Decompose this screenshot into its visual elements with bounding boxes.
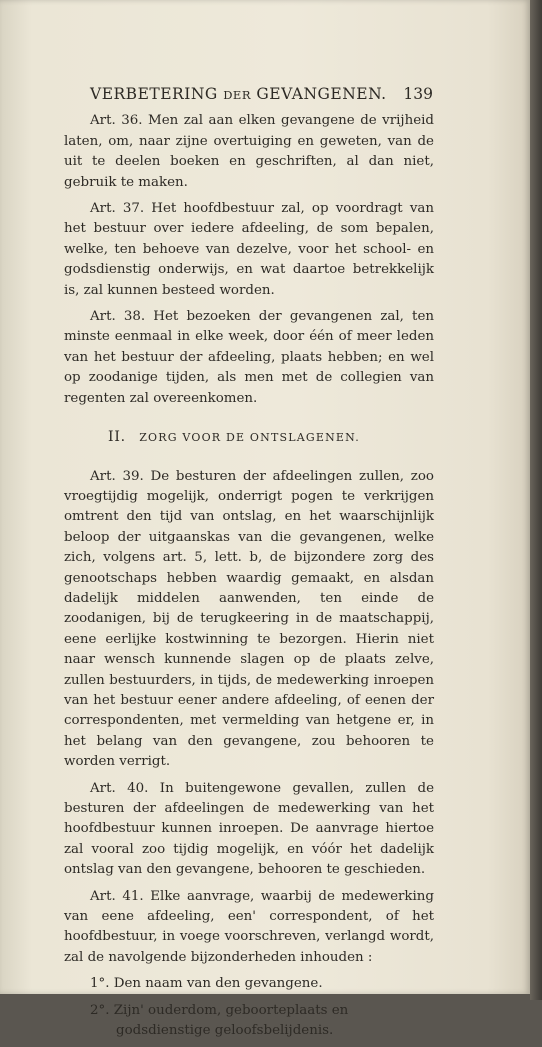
list-item-1 xyxy=(90,974,434,994)
list-item-1-text: Den naam van den gevangene. xyxy=(113,976,323,992)
section-title: ZORG VOOR DE ONTSLAGENEN. xyxy=(139,431,360,445)
article-37: Art. 37. Het hoofdbestuur zal, op voordragt van het bestuur over iedere afdeeling, de som bepalen, welke, ten behoeve van dezelve, voor het school- en godsdienstig onderwijs, en wat daartoe betrekkelijk is, zal kunnen besteed worden. xyxy=(64,201,434,298)
section-number: II. xyxy=(108,429,126,446)
running-title xyxy=(90,84,387,105)
article-40: Art. 40. In buitengewone gevallen, zullen de besturen der afdeelingen de medewerking van het hoofdbestuur kunnen inroepen. De aanvrage hiertoe zal vooral zoo tijdig mogelijk, en vóór het dadelijk ontslag van den gevangene, behooren te geschieden. xyxy=(64,780,434,878)
running-title-end: GEVANGENEN. xyxy=(250,85,387,103)
running-title-main: VERBETERING xyxy=(90,85,224,103)
article-38: Art. 38. Het bezoeken der gevangenen zal, ten minste eenmaal in elke week, door één of meer leden van het bestuur der afdeeling, plaats hebben; en wel op zoodanige tijden, als men met de collegien van regenten zal overeenkomen. xyxy=(64,309,434,406)
running-header xyxy=(90,84,433,105)
article-41: Art. 41. Elke aanvrage, waarbij de medewerking van eene afdeeling, een' correspondent, of het hoofdbestuur, in voege voorschreven, verlangd wordt, zal de navolgende bijzonderheden inhouden : xyxy=(64,888,434,965)
list-item-2-text: Zijn' ouderdom, geboorteplaats en godsdienstige geloofsbelijdenis. xyxy=(113,1002,349,1039)
running-title-small: DER xyxy=(223,88,251,102)
list-item-1-label: 1°. xyxy=(90,976,110,992)
page-number: 139 xyxy=(403,85,433,103)
page-content xyxy=(64,84,434,1047)
page-edge-shadow xyxy=(530,0,542,1000)
list-item-2-label: 2°. xyxy=(90,1002,110,1018)
list-item-2 xyxy=(90,1001,434,1042)
article-39: Art. 39. De besturen der afdeelingen zullen, zoo vroegtijdig mogelijk, onderrigt pogen te verkrijgen omtrent den tijd van ontslag, en het waarschijnlijk beloop der uitgaanskas van die gevangenen, welke zich, volgens art. 5, lett. b, de bijzondere zorg des genootschaps hebben waardig gemaakt, en alsdan dadelijk middelen aanwenden, ten einde de zoodanigen, bij de terugkeering in de maatschappij, eene eerlijke kostwinning te bezorgen. Hierin niet naar wensch kunnende slagen op de plaats zelve, zullen bestuurders, in tijds, de medewerking inroepen van het bestuur eener andere afdeeling, of eenen der correspondenten, met vermelding van hetgene er, in het belang van den gevangene, zou behooren te worden verrigt. xyxy=(64,468,434,770)
section-heading xyxy=(108,427,434,448)
article-36: Art. 36. Men zal aan elken gevangene de vrijheid laten, om, naar zijne overtuiging en geweten, van de uit te deelen boeken en geschriften, al dan niet, gebruik te maken. xyxy=(64,113,434,190)
